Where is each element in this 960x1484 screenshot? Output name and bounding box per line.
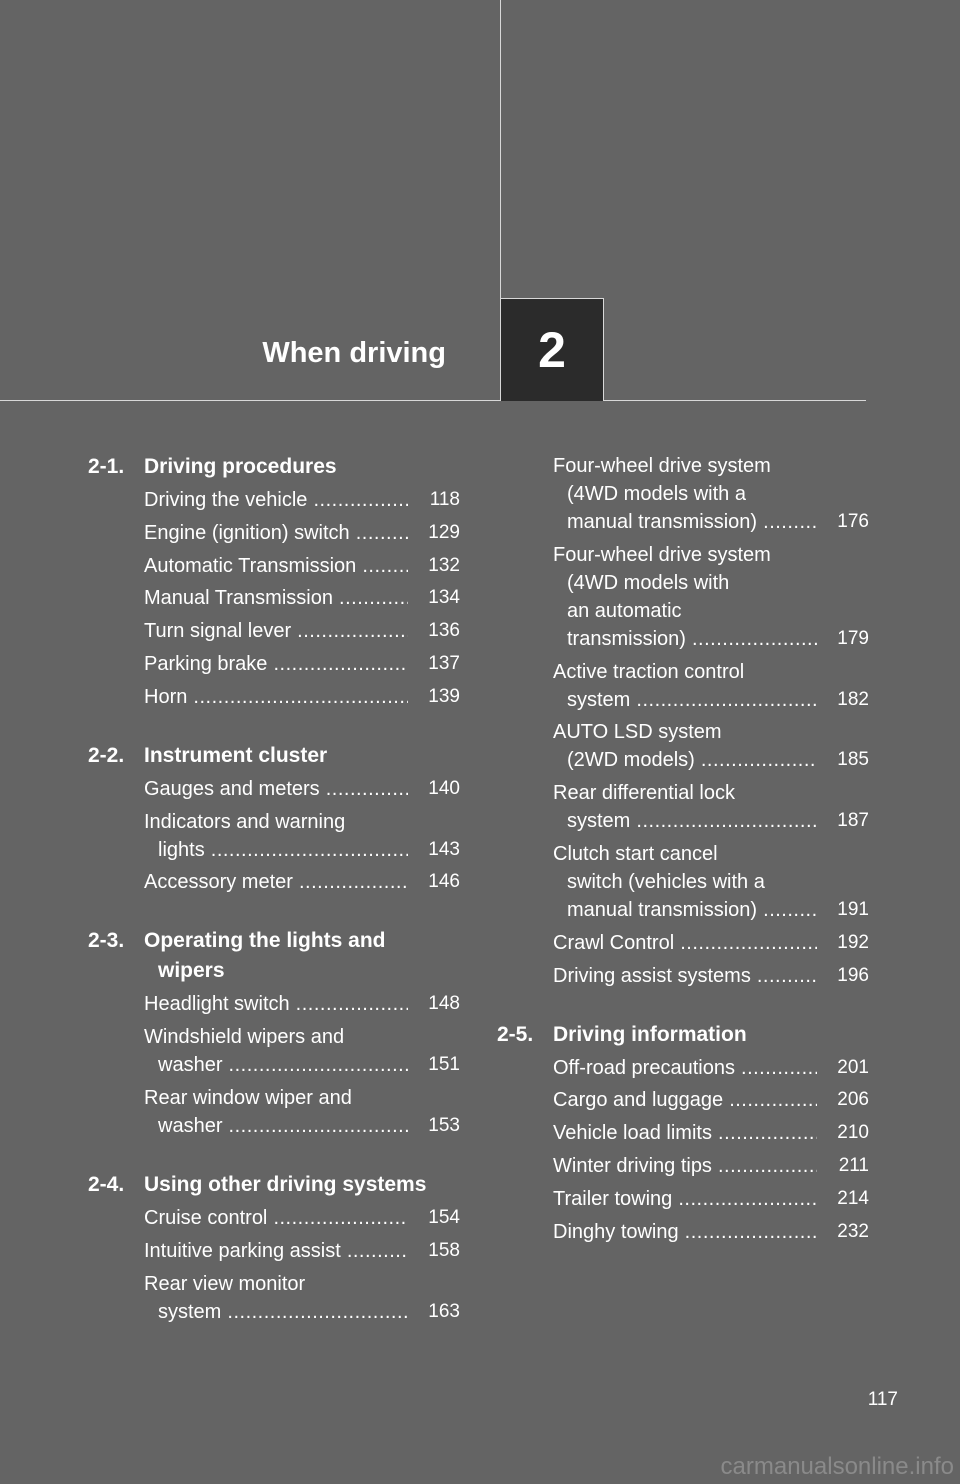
toc-entry-title xyxy=(144,1204,408,1232)
toc-entry-page: 146 xyxy=(428,871,460,893)
toc-entry-page: 129 xyxy=(428,521,460,543)
toc-entry-title xyxy=(144,1084,408,1140)
toc-section-title-line: Driving procedures xyxy=(144,455,337,478)
toc-entry[interactable] xyxy=(144,808,460,864)
toc-section-title xyxy=(144,452,460,482)
toc-entry-title-line: system ..... xyxy=(553,686,817,714)
toc-entry-title-line: system ..... xyxy=(144,1298,408,1326)
toc-entry[interactable] xyxy=(144,775,460,803)
toc-entry[interactable] xyxy=(144,552,460,580)
toc-entry-page: 176 xyxy=(837,511,869,532)
toc-entry-title xyxy=(553,1054,817,1082)
toc-section-heading[interactable] xyxy=(88,452,460,482)
toc-entry-title-line: system ..... xyxy=(553,807,817,835)
toc-entry[interactable] xyxy=(144,650,460,678)
toc-entry[interactable] xyxy=(553,779,869,835)
toc-entry[interactable] xyxy=(553,1218,869,1246)
toc-section-number: 2-1. xyxy=(88,455,125,478)
toc-entry[interactable] xyxy=(553,452,869,536)
toc-entry[interactable] xyxy=(553,929,869,957)
toc-entry-page: 118 xyxy=(429,489,460,510)
toc-entry-page: 214 xyxy=(837,1187,869,1209)
toc-entry[interactable] xyxy=(144,868,460,896)
toc-entry-title xyxy=(553,779,817,835)
toc-entry-title-line: Driving assist systems ..... xyxy=(553,962,817,990)
toc-entry-title-line: Turn signal lever ..... xyxy=(144,617,408,645)
toc-entry-title xyxy=(144,617,408,645)
toc-entry-page: 163 xyxy=(428,1300,460,1322)
toc-entry[interactable] xyxy=(144,1023,460,1079)
toc-entry-title-line: Winter driving tips ..... xyxy=(553,1152,817,1180)
toc-entry-title xyxy=(553,1218,817,1246)
toc-entry[interactable] xyxy=(553,541,869,653)
toc-entry-title-line: Trailer towing ..... xyxy=(553,1185,817,1213)
toc-entry-page: 182 xyxy=(837,688,869,710)
toc-entry[interactable] xyxy=(144,617,460,645)
toc-entry[interactable] xyxy=(553,1086,869,1114)
toc-entry-page: 143 xyxy=(428,838,460,860)
toc-entry-page: 201 xyxy=(837,1056,869,1078)
toc-left-column xyxy=(88,452,460,1356)
toc-entry[interactable] xyxy=(144,990,460,1018)
toc-entry-title xyxy=(144,683,408,711)
toc-entry-page: 211 xyxy=(838,1154,869,1176)
chapter-number: 2 xyxy=(538,322,566,378)
toc-entry-title-line: Four-wheel drive system xyxy=(553,455,771,477)
toc-entry-title-line: Crawl Control ..... xyxy=(553,929,817,957)
toc-entry-page: 185 xyxy=(837,749,869,771)
toc-entry-title-line: Off-road precautions ..... xyxy=(553,1054,817,1082)
toc-entry-page: 136 xyxy=(428,620,460,642)
toc-entry-title-line: Active traction control xyxy=(553,660,745,683)
toc-entry-page: 192 xyxy=(837,931,869,953)
toc-entry-title xyxy=(144,650,408,678)
toc-entry-title-line: (4WD models with xyxy=(567,571,730,594)
toc-entry[interactable] xyxy=(144,1270,460,1326)
toc-entry-title-line: Manual Transmission ..... xyxy=(144,584,408,612)
toc-section-number: 2-2. xyxy=(88,743,125,767)
toc-entry-page: 134 xyxy=(428,587,460,609)
toc-section xyxy=(88,1170,460,1326)
toc-section-title-line: Operating the lights and xyxy=(144,929,386,953)
toc-entry-title-line: Driving the vehicle ..... xyxy=(144,486,408,514)
toc-entry-title-line: Rear window wiper and xyxy=(144,1086,352,1109)
toc-entry-title-line: Windshield wipers and xyxy=(144,1026,345,1049)
toc-entry-title-line: Headlight switch ..... xyxy=(144,990,408,1018)
toc-entry-title-line: Four-wheel drive system xyxy=(553,543,771,566)
toc-entry-title xyxy=(553,840,817,924)
toc-entry-title-line: Cargo and luggage ..... xyxy=(553,1086,817,1114)
toc-entry-title-line: Indicators and warning xyxy=(144,810,346,833)
toc-entry-title-line: Rear view monitor xyxy=(144,1272,306,1295)
toc-section-title-line: Driving information xyxy=(553,1022,747,1046)
toc-entry-page: 158 xyxy=(428,1239,460,1261)
page-number: 117 xyxy=(867,1389,898,1410)
watermark: carmanualsonline.info xyxy=(720,1453,954,1480)
toc-entry-title-line: AUTO LSD system xyxy=(553,721,722,744)
toc-entry-page: 196 xyxy=(837,964,869,986)
toc-section-number: 2-3. xyxy=(88,929,125,953)
toc-section xyxy=(88,926,460,1140)
toc-section-title xyxy=(553,1020,869,1050)
toc-entry[interactable] xyxy=(144,519,460,547)
toc-entry-title xyxy=(553,658,817,714)
toc-entry-title xyxy=(553,1185,817,1213)
toc-entry[interactable] xyxy=(553,962,869,990)
toc-section-heading[interactable] xyxy=(88,741,460,771)
toc-entry[interactable] xyxy=(144,584,460,612)
toc-entry-title xyxy=(144,519,408,547)
toc-entry-title-line: manual transmission) ..... xyxy=(553,508,817,536)
toc-entry-title xyxy=(553,1086,817,1114)
toc-entry[interactable] xyxy=(553,1119,869,1147)
toc-section-heading[interactable] xyxy=(88,926,460,986)
toc-entry-title-line: Cruise control ..... xyxy=(144,1204,408,1232)
toc-entry-title-line: Intuitive parking assist ..... xyxy=(144,1237,408,1265)
toc-entry-title-line: Clutch start cancel xyxy=(553,842,718,865)
toc-entry-title xyxy=(553,929,817,957)
toc-section xyxy=(88,741,460,897)
toc-entry-title xyxy=(144,584,408,612)
toc-entry-title-line: (2WD models) ..... xyxy=(553,746,817,774)
toc-entry-page: 148 xyxy=(428,993,460,1015)
toc-entry-title xyxy=(553,1119,817,1147)
toc-entry-title xyxy=(553,541,817,653)
chapter-number-box xyxy=(500,298,604,401)
toc-right-column xyxy=(497,452,869,1276)
toc-entry[interactable] xyxy=(144,486,460,514)
toc-section-number: 2-4. xyxy=(88,1172,125,1196)
toc-section-title xyxy=(144,926,460,986)
toc-entry[interactable] xyxy=(553,1152,869,1180)
toc-entry-title xyxy=(144,1237,408,1265)
toc-section-title-line: Instrument cluster xyxy=(144,743,328,767)
toc-entry[interactable] xyxy=(553,658,869,714)
toc-entry-title-line: manual transmission) ..... xyxy=(553,896,817,924)
toc-entry-page: 191 xyxy=(837,898,869,920)
toc-section-title xyxy=(144,741,460,771)
toc-entry-title-line: Vehicle load limits ..... xyxy=(553,1119,817,1147)
toc-entry-title-line: an automatic xyxy=(567,599,682,622)
chapter-title: When driving xyxy=(262,337,446,369)
toc-entry-title-line: washer ..... xyxy=(144,1112,408,1140)
toc-entry-title xyxy=(144,552,408,580)
toc-entry-list xyxy=(88,775,460,897)
toc-entry-title xyxy=(553,452,817,536)
toc-entry-title-line: transmission) ..... xyxy=(553,625,817,653)
toc-entry-list xyxy=(88,1204,460,1326)
toc-entry-title xyxy=(144,1270,408,1326)
toc-section-title xyxy=(144,1170,460,1200)
toc-entry-title-line: lights ..... xyxy=(144,836,408,864)
toc-entry-title-line: washer ..... xyxy=(144,1051,408,1079)
toc-entry-title xyxy=(144,990,408,1018)
toc-entry-title-line: Parking brake ..... xyxy=(144,650,408,678)
header-divider-vertical xyxy=(500,0,501,300)
toc-entry-list xyxy=(88,486,460,711)
toc-entry-page: 137 xyxy=(428,652,460,674)
toc-entry[interactable] xyxy=(144,1237,460,1265)
toc-entry-title-line: (4WD models with a xyxy=(567,483,746,505)
toc-entry-page: 139 xyxy=(428,685,460,707)
toc-entry-page: 210 xyxy=(837,1122,869,1144)
toc-section-heading[interactable] xyxy=(88,1170,460,1200)
toc-entry[interactable] xyxy=(553,840,869,924)
toc-continued-entries xyxy=(497,452,869,990)
toc-section-number: 2-5. xyxy=(497,1022,534,1046)
toc-section xyxy=(88,452,460,711)
toc-entry-page: 206 xyxy=(837,1089,869,1111)
toc-entry[interactable] xyxy=(144,683,460,711)
toc-entry-title xyxy=(553,1152,817,1180)
header-divider-horizontal xyxy=(0,400,866,401)
toc-entry-page: 232 xyxy=(837,1220,869,1242)
toc-entry-title xyxy=(144,486,408,514)
toc-entry-title-line: Accessory meter ..... xyxy=(144,868,408,896)
toc-entry-title-line: Dinghy towing ..... xyxy=(553,1218,817,1246)
toc-entry-list xyxy=(497,1054,869,1246)
toc-entry-title xyxy=(553,718,817,774)
toc-entry[interactable] xyxy=(144,1084,460,1140)
toc-entry-list xyxy=(88,990,460,1140)
toc-entry-title-line: Automatic Transmission ..... xyxy=(144,552,408,580)
toc-entry-page: 154 xyxy=(428,1206,460,1228)
toc-entry-title-line: Gauges and meters ..... xyxy=(144,775,408,803)
toc-entry-page: 179 xyxy=(837,627,869,649)
toc-entry[interactable] xyxy=(553,1054,869,1082)
toc-section-title-line: wipers xyxy=(158,959,225,983)
toc-entry-title-line: Horn ..... xyxy=(144,683,408,711)
toc-entry-title xyxy=(144,808,408,864)
toc-entry-title xyxy=(553,962,817,990)
toc-entry-title xyxy=(144,775,408,803)
toc-entry-page: 187 xyxy=(837,810,869,832)
toc-entry-title-line: Engine (ignition) switch ..... xyxy=(144,519,408,547)
toc-entry-title xyxy=(144,1023,408,1079)
toc-entry-page: 151 xyxy=(428,1054,460,1076)
toc-entry-title-line: Rear differential lock xyxy=(553,782,735,805)
toc-entry-page: 132 xyxy=(428,554,460,576)
toc-entry-page: 153 xyxy=(428,1114,460,1136)
toc-section-heading[interactable] xyxy=(497,1020,869,1050)
toc-entry[interactable] xyxy=(144,1204,460,1232)
toc-section xyxy=(497,1020,869,1246)
toc-entry-page: 140 xyxy=(428,777,460,799)
toc-entry[interactable] xyxy=(553,1185,869,1213)
toc-entry[interactable] xyxy=(553,718,869,774)
toc-entry-title-line: switch (vehicles with a xyxy=(567,870,765,893)
toc-section-title-line: Using other driving systems xyxy=(144,1172,427,1196)
toc-entry-title xyxy=(144,868,408,896)
